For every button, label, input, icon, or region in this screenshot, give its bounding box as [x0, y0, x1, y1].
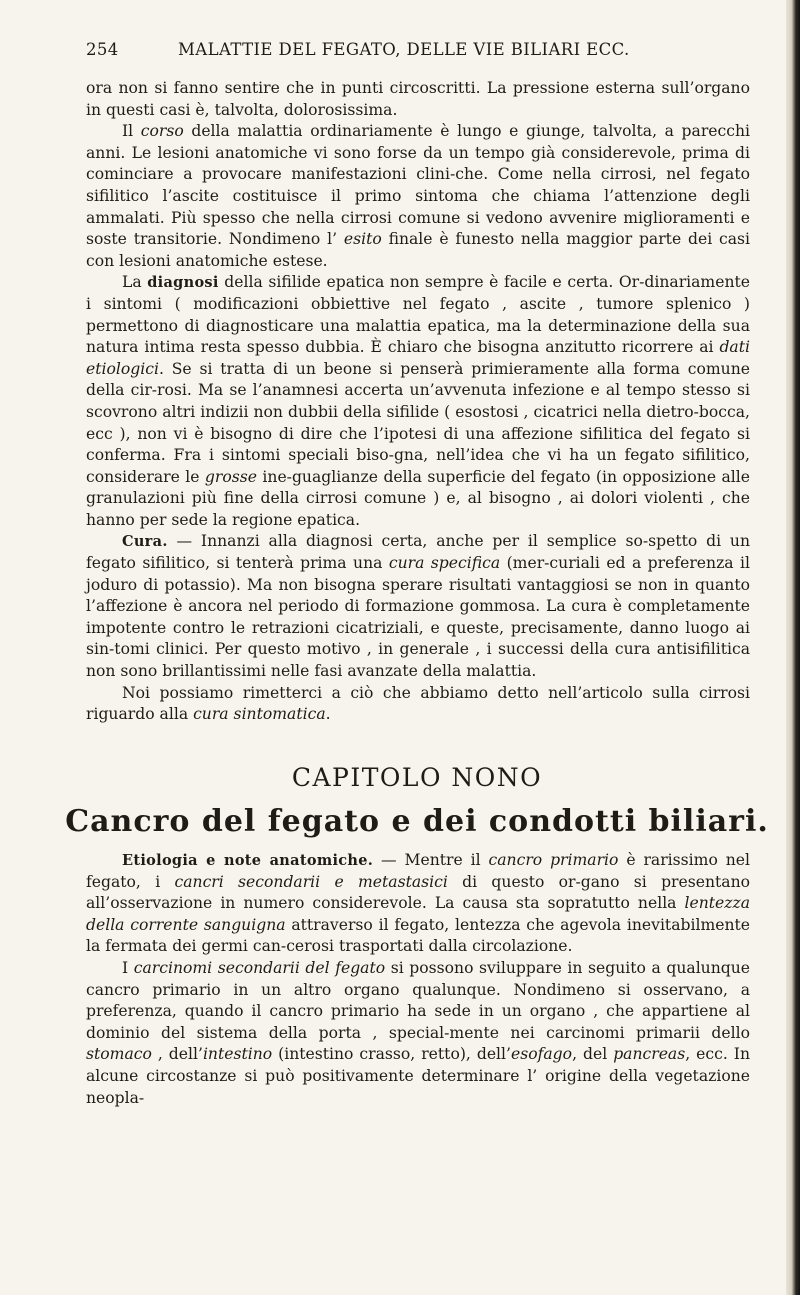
text-run: (mer-curiali ed a preferenza il joduro di potassio). Ma non bisogna sperare risultati vantaggiosi se non in quanto l’affezione è ancora nel periodo di formazione gommosa. La cura è completamente impotente contro le retrazioni cicatriziali, e queste, precisamente, danno luogo ai sin-tomi clinici. Per questo motivo , in generale , i successi della cura antisifilitica non sono brillantissimi nelle fasi avanzate della malattia. — [86, 554, 750, 681]
emphasis-text: cancro primario — [488, 851, 619, 869]
text-run: ora non si fanno sentire che in punti circoscritti. La pressione esterna sull’organo in questi casi è, talvolta, dolorosissima. — [86, 79, 750, 119]
emphasis-text: lentezza della corrente sanguigna — [86, 894, 750, 934]
page-header — [86, 40, 746, 66]
text-run: di questo or-gano si presentano all’osservazione in numero considerevole. La causa sta sopratutto nella — [86, 872, 751, 913]
text-run: , del — [572, 1045, 614, 1064]
paragraph — [86, 531, 750, 682]
text-run: Il — [122, 122, 141, 141]
text-run: — Innanzi alla diagnosi certa, anche per il semplice so-spetto di un fegato sifilitico, si tenterà prima una — [86, 532, 750, 573]
text-run: — Mentre il — [373, 851, 489, 869]
emphasis-text: cura specifica — [388, 554, 501, 573]
text-run: (intestino crasso, retto), dell’ — [272, 1045, 511, 1064]
text-run: della malattia ordinariamente è lungo e giunge, talvolta, a parecchi anni. Le lesioni anatomiche vi sono forse da un tempo già considerevole, prima di cominciare a provocare manifestazioni clini-che. Come nella cirrosi, nel fegato sifilitico l’ascite costituisce il primo sintoma che chiama l’attenzione degli ammalati. Più spesso che nella cirrosi comune si vedono avvenire miglioramenti e soste transitorie. Nondimeno l’ — [86, 122, 751, 249]
emphasis-text: dati etiologici — [86, 338, 750, 378]
body-text — [86, 78, 750, 726]
running-title: MALATTIE DEL FEGATO, DELLE VIE BILIARI ECC. — [178, 40, 630, 59]
text-run: della sifilide epatica non sempre è facile e certa. Or-dinariamente i sintomi ( modificazioni obbiettive nel fegato , ascite , tumore splenico ) permettono di diagnosticare una malattia epatica, ma la determinazione della sua natura intima resta spesso dubbia. È chiaro che bisogna anzitutto ricorrere ai — [86, 273, 750, 357]
text-run: , ecc. In alcune circostanze si può positivamente determinare l’ origine della vegetazione neopla- — [86, 1045, 751, 1107]
text-run: . — [325, 705, 331, 724]
emphasis-text: carcinomi secondarii del fegato — [133, 958, 386, 977]
text-run: si possono sviluppare in seguito a qualunque cancro primario in un altro organo qualunque. Nondimeno si osservano, a preferenza, quando il cancro primario ha sede in un organo , che appartiene al dominio del sistema della porta , special-mente nei carcinomi primarii dello — [86, 958, 751, 1042]
text-run: . Se si tratta di un beone si penserà primieramente alla forma comune della cir-rosi. Ma se l’anamnesi accerta un’avvenuta infezione e al tempo stesso si scovrono altri indizii non dubbii della sifilide ( esostosi , cicatrici nella dietro-bocca, ecc ), non vi è bisogno di dire che l’ipotesi di una affezione sifilitica del fegato si conferma. Fra i sintomi speciali biso-gna, nell’idea che vi ha un fegato sifilitico, considerare le — [86, 359, 750, 486]
text-run: Noi possiamo rimetterci a ciò che abbiamo detto nell’articolo sulla cirrosi riguardo alla — [86, 683, 750, 724]
emphasis-text: cancri secondarii e metastasici — [174, 872, 448, 891]
text-run: finale è funesto nella maggior parte dei casi con lesioni anatomiche estese. — [86, 230, 751, 270]
paragraph — [86, 850, 750, 958]
emphasis-text: Etiologia e note anatomiche. — [122, 852, 374, 869]
text-run: è rarissimo nel fegato, i — [86, 851, 750, 891]
text-run: La — [122, 273, 148, 292]
emphasis-text: pancreas — [613, 1045, 686, 1064]
page-number: 254 — [86, 40, 119, 59]
paragraph — [86, 272, 750, 531]
emphasis-text: diagnosi — [147, 274, 219, 292]
section-text — [86, 850, 750, 1109]
page-edge — [786, 0, 800, 1295]
chapter-title: Cancro del fegato e dei condotti biliari. — [65, 804, 769, 839]
emphasis-text: Cura. — [122, 533, 168, 551]
emphasis-text: esito — [343, 230, 382, 249]
paragraph — [86, 683, 750, 726]
text-run: , dell’ — [151, 1045, 203, 1064]
emphasis-text: stomaco — [86, 1045, 152, 1064]
paragraph — [86, 958, 750, 1109]
emphasis-text: cura sintomatica — [193, 705, 326, 724]
text-run: I — [122, 958, 134, 977]
chapter-number: CAPITOLO NONO — [291, 763, 543, 792]
text-run: attraverso il fegato, lentezza che agevola inevitabilmente la fermata dei germi can-cerosi trasportati dalla circolazione. — [86, 915, 750, 956]
paragraph — [86, 78, 750, 121]
emphasis-text: intestino — [202, 1045, 273, 1064]
emphasis-text: corso — [140, 122, 184, 141]
emphasis-text: grosse — [204, 467, 257, 486]
paragraph — [86, 121, 750, 272]
text-run: ine-guaglianze della superficie del fegato (in opposizione alle granulazioni più fine della cirrosi comune ) e, al bisogno , ai dolori violenti , che hanno per sede la regione epatica. — [86, 467, 750, 529]
emphasis-text: esofago — [511, 1045, 573, 1064]
